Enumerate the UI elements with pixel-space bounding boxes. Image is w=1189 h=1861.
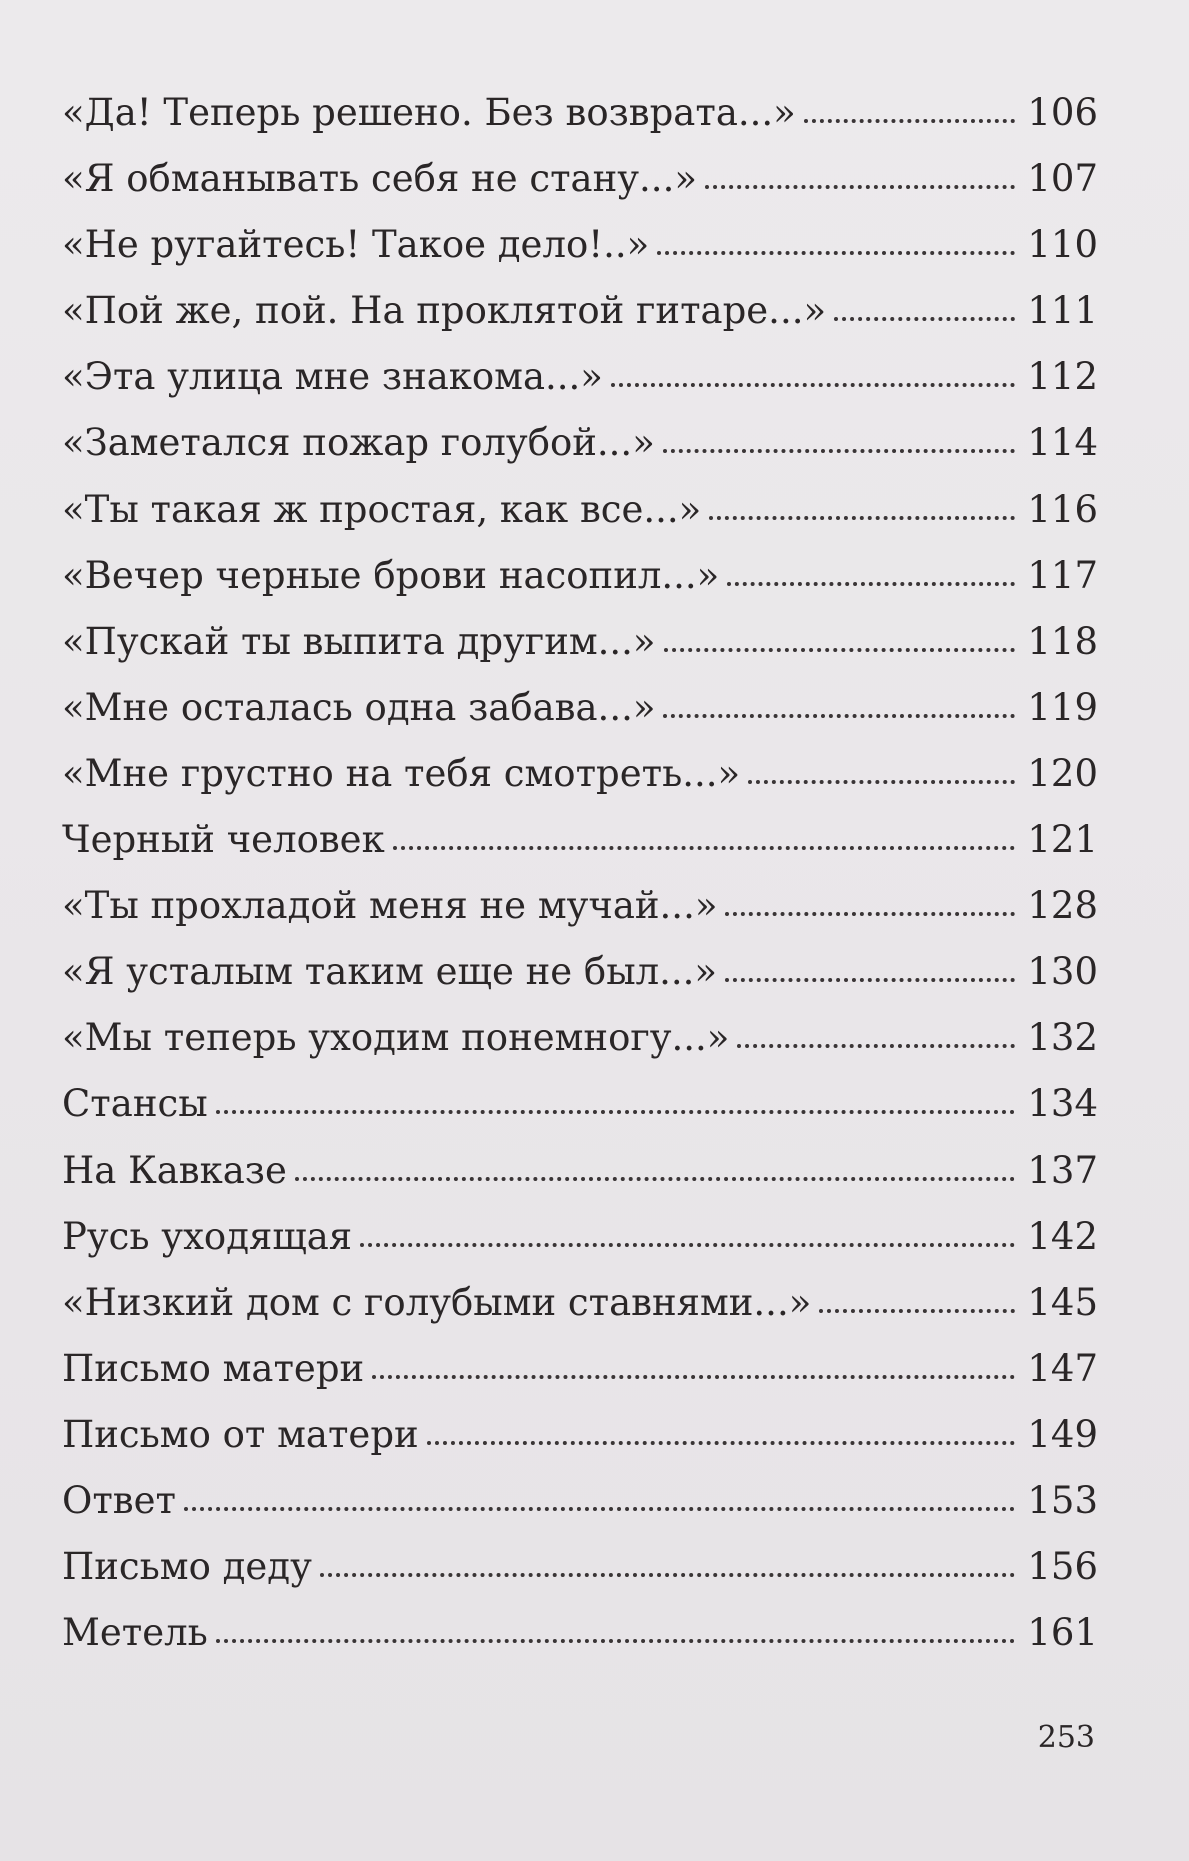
dot-leader — [184, 1506, 1015, 1511]
toc-entry — [62, 873, 1098, 939]
toc-entry — [62, 1138, 1098, 1204]
dot-leader — [727, 581, 1015, 586]
dot-leader — [393, 845, 1016, 850]
toc-entry-title: На Кавказе — [62, 1148, 287, 1192]
toc-entry-title: «Ты прохладой меня не мучай...» — [62, 884, 718, 928]
dot-leader — [725, 977, 1015, 982]
dot-leader — [725, 911, 1015, 916]
toc-entry-title: «Пускай ты выпита другим...» — [62, 619, 656, 663]
toc-entry-title: «Заметался пожар голубой...» — [62, 421, 655, 465]
toc-entry-page: 117 — [1027, 553, 1098, 597]
toc-entry-page: 149 — [1027, 1412, 1098, 1456]
dot-leader — [737, 1043, 1015, 1048]
toc-entry — [62, 1402, 1098, 1468]
toc-entry-title: Ответ — [62, 1478, 176, 1522]
toc-entry-title: Стансы — [62, 1082, 208, 1126]
toc-entry-page: 121 — [1027, 818, 1098, 862]
dot-leader — [804, 118, 1016, 123]
toc-entry-page: 110 — [1027, 223, 1098, 267]
toc-entry-title: «Эта улица мне знакома...» — [62, 355, 603, 399]
toc-entry — [62, 543, 1098, 609]
toc-entry-page: 119 — [1027, 685, 1098, 729]
toc-entry — [62, 80, 1098, 146]
dot-leader — [657, 250, 1015, 255]
toc-entry-page: 130 — [1027, 950, 1098, 994]
toc-entry-page: 145 — [1027, 1280, 1098, 1324]
toc-entry-title: «Ты такая ж простая, как все...» — [62, 487, 702, 531]
toc-entry — [62, 278, 1098, 344]
toc-entry-page: 147 — [1027, 1346, 1098, 1390]
toc-entry-title: «Мне грустно на тебя смотреть...» — [62, 751, 741, 795]
toc-entry-title: «Вечер черные брови насопил...» — [62, 553, 720, 597]
dot-leader — [320, 1572, 1016, 1577]
toc-entry — [62, 609, 1098, 675]
dot-leader — [611, 382, 1015, 387]
dot-leader — [216, 1638, 1016, 1643]
toc-entry-title: Метель — [62, 1611, 208, 1655]
dot-leader — [663, 448, 1016, 453]
toc-entry-page: 156 — [1027, 1545, 1098, 1589]
dot-leader — [834, 316, 1015, 321]
toc-entry-page: 153 — [1027, 1478, 1098, 1522]
toc-entry-page: 114 — [1027, 421, 1098, 465]
dot-leader — [427, 1440, 1016, 1445]
toc-entry-title: Черный человек — [62, 818, 385, 862]
toc-entry-title: «Я обманывать себя не стану...» — [62, 157, 697, 201]
toc-entry-page: 106 — [1027, 91, 1098, 134]
dot-leader — [216, 1109, 1016, 1114]
toc-entry-title: Письмо от матери — [62, 1412, 419, 1456]
toc-entry-page: 120 — [1027, 751, 1098, 795]
toc-entry-page: 128 — [1027, 884, 1098, 928]
toc-entry-title: «Да! Теперь решено. Без возврата...» — [62, 91, 796, 134]
toc-entry — [62, 1005, 1098, 1071]
dot-leader — [819, 1308, 1015, 1313]
toc-entry — [62, 939, 1098, 1005]
toc-entry — [62, 1204, 1098, 1270]
toc-entry — [62, 1270, 1098, 1336]
toc-entry — [62, 146, 1098, 212]
toc-entry-title: «Я усталым таким еще не был...» — [62, 950, 718, 994]
toc-entry-page: 132 — [1027, 1016, 1098, 1060]
page-number: 253 — [1037, 1720, 1095, 1755]
toc-entry-title: Русь уходящая — [62, 1214, 353, 1258]
dot-leader — [664, 647, 1016, 652]
toc-entry — [62, 344, 1098, 410]
toc-entry — [62, 1600, 1098, 1666]
dot-leader — [663, 713, 1015, 718]
dot-leader — [360, 1242, 1015, 1247]
toc-entry — [62, 1071, 1098, 1137]
toc-entry-page: 134 — [1027, 1082, 1098, 1126]
toc-entry-title: Письмо матери — [62, 1346, 365, 1390]
dot-leader — [372, 1374, 1015, 1379]
toc-entry-page: 137 — [1027, 1148, 1098, 1192]
toc-entry — [62, 1534, 1098, 1600]
table-of-contents — [62, 80, 1098, 1666]
toc-entry-title: «Не ругайтесь! Такое дело!..» — [62, 223, 650, 267]
toc-entry-title: «Низкий дом с голубыми ставнями...» — [62, 1280, 812, 1324]
toc-entry-page: 107 — [1027, 157, 1098, 201]
toc-entry — [62, 1336, 1098, 1402]
dot-leader — [748, 779, 1015, 784]
toc-entry — [62, 807, 1098, 873]
toc-entry — [62, 212, 1098, 278]
toc-entry-page: 118 — [1027, 619, 1098, 663]
toc-entry — [62, 741, 1098, 807]
dot-leader — [295, 1176, 1016, 1181]
toc-entry-page: 112 — [1027, 355, 1098, 399]
dot-leader — [705, 184, 1015, 189]
toc-entry-page: 116 — [1027, 487, 1098, 531]
toc-entry — [62, 675, 1098, 741]
dot-leader — [709, 515, 1015, 520]
toc-entry-title: Письмо деду — [62, 1545, 312, 1589]
toc-entry-page: 142 — [1027, 1214, 1098, 1258]
toc-entry — [62, 1468, 1098, 1534]
toc-entry-page: 161 — [1027, 1611, 1098, 1655]
toc-entry-title: «Мы теперь уходим понемногу...» — [62, 1016, 730, 1060]
toc-entry-page: 111 — [1027, 289, 1098, 333]
toc-entry — [62, 410, 1098, 476]
toc-entry-title: «Пой же, пой. На проклятой гитаре...» — [62, 289, 827, 333]
toc-entry-title: «Мне осталась одна забава...» — [62, 685, 656, 729]
toc-entry — [62, 477, 1098, 543]
